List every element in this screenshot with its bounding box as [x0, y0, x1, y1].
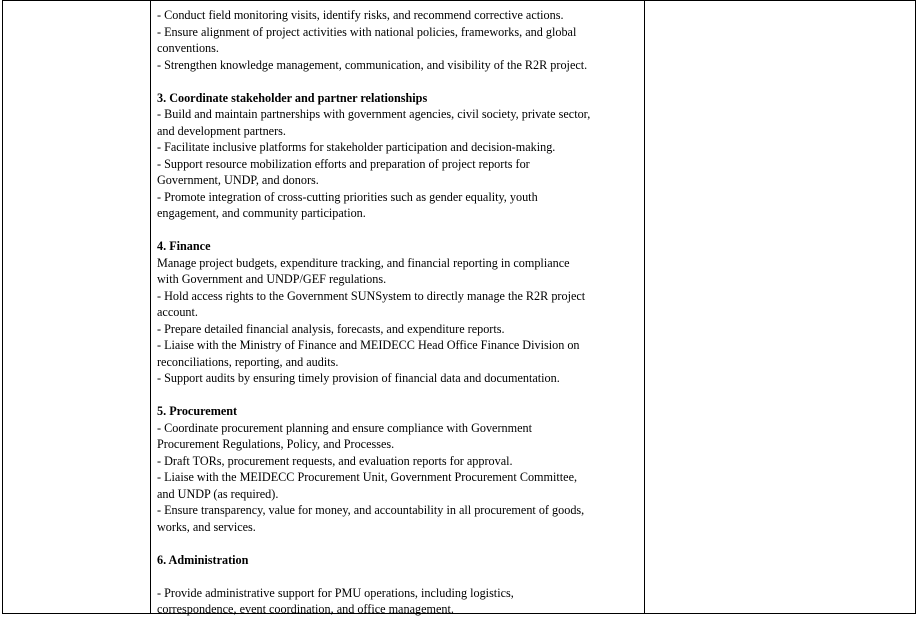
text-line: - Provide administrative support for PMU operations, including logistics, [157, 585, 514, 600]
text-line: correspondence, event coordination, and office management. [157, 602, 454, 616]
right-column-cell [645, 1, 915, 613]
text-line: - Strengthen knowledge management, communication, and visibility of the R2R project. [157, 57, 588, 72]
text-line: works, and services. [157, 519, 256, 534]
left-column-cell [3, 1, 151, 613]
text-line: - Ensure alignment of project activities with national policies, frameworks, and global [157, 24, 577, 39]
text-line: Government, UNDP, and donors. [157, 173, 319, 187]
text-line: - Support audits by ensuring timely provision of financial data and documentation. [157, 371, 560, 385]
paragraph-gap [157, 535, 644, 552]
text-line: and UNDP (as required). [157, 486, 279, 501]
text-line: engagement, and community participation. [157, 206, 366, 220]
text-line: reconciliations, reporting, and audits. [157, 354, 339, 369]
text-line: Manage project budgets, expenditure tracking, and financial reporting in compliance [157, 255, 570, 270]
duties-column-cell [151, 1, 645, 616]
text-line: - Prepare detailed financial analysis, forecasts, and expenditure reports. [157, 321, 505, 336]
text-line: - Hold access rights to the Government SUNSystem to directly manage the R2R project [157, 288, 586, 303]
text-line: - Liaise with the Ministry of Finance and MEIDECC Head Office Finance Division on [157, 338, 580, 352]
section-heading: 5. Procurement [157, 404, 238, 418]
text-line: with Government and UNDP/GEF regulations. [157, 272, 387, 286]
document-table [2, 0, 916, 614]
text-line: - Ensure transparency, value for money, and accountability in all procurement of goods, [157, 503, 585, 517]
text-line: conventions. [157, 41, 219, 55]
text-line: and development partners. [157, 123, 286, 138]
text-line: account. [157, 305, 198, 319]
text-line: - Support resource mobilization efforts and preparation of project reports for [157, 156, 530, 171]
paragraph-gap [157, 387, 644, 404]
section-heading: 6. Administration [157, 552, 249, 567]
text-line: - Liaise with the MEIDECC Procurement Unit, Government Procurement Committee, [157, 470, 578, 484]
duties-text [151, 1, 644, 618]
text-line [157, 568, 644, 585]
text-line: - Draft TORs, procurement requests, and evaluation reports for approval. [157, 453, 513, 468]
section-heading: 3. Coordinate stakeholder and partner relationships [157, 90, 428, 105]
text-line: - Build and maintain partnerships with government agencies, civil society, private sector, [157, 107, 591, 121]
text-line: - Facilitate inclusive platforms for stakeholder participation and decision-making. [157, 140, 556, 154]
text-line: - Coordinate procurement planning and ensure compliance with Government [157, 420, 532, 435]
paragraph-gap [157, 222, 644, 239]
text-line: Procurement Regulations, Policy, and Processes. [157, 437, 395, 451]
text-line: - Promote integration of cross-cutting priorities such as gender equality, youth [157, 189, 538, 204]
section-heading: 4. Finance [157, 239, 211, 253]
paragraph-gap [157, 73, 644, 90]
text-line: - Conduct field monitoring visits, identify risks, and recommend corrective actions. [157, 8, 564, 22]
